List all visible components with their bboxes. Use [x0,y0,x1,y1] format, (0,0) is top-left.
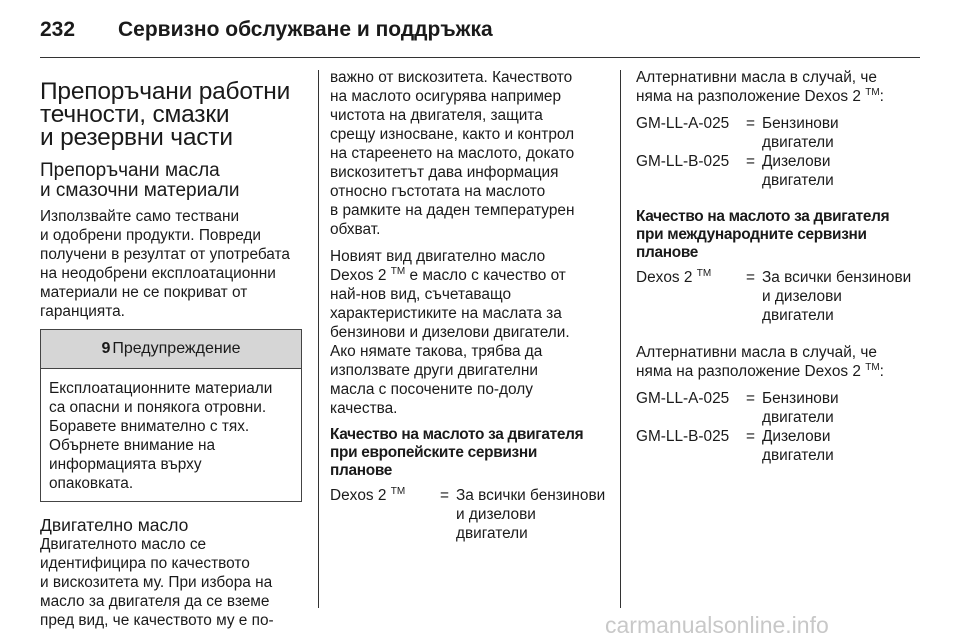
trademark-mark: TM [390,265,406,277]
column-divider-2 [620,70,621,608]
spec-value: Бензинови двигатели [762,390,839,426]
spec-row [636,427,920,465]
spec-key: Dexos 2 ™ [330,485,406,504]
warning-icon: 9 [101,340,111,357]
spec-equals: = [746,390,755,407]
warning-body: Експлоатационните материали са опасни и понякога отровни. Боравете внимателно с тях. Обърнете внимание на информацията върху опаковката. [49,380,273,492]
dexos-text-end: е масло с качество от най-нов вид, съчетаващо характеристиките на маслата за бензинови и дизелови двигатели. Ако нямате такова, трябва да използвате други двигателни масла с посочените по-долу качества. [330,267,570,417]
page-number: 232 [40,18,76,41]
section-heading: Препоръчани работни течности, смазки и резервни части [40,78,291,151]
column-3 [636,68,920,465]
spec-equals: = [746,428,755,445]
intro-paragraph: Използвайте само тествани и одобрени продукти. Повреди получени в резултат от употребата на неодобрени експлоатационни материали не се покриват от гаранцията. [40,208,290,320]
spec-value: Бензинови двигатели [762,115,839,151]
warning-box [40,329,302,502]
spec-value: Дизелови двигатели [762,153,834,189]
watermark: carmanualsonline.info [605,612,829,638]
trademark-mark: TM [865,86,880,98]
alternative-oils-paragraph: Алтернативни масла в случай, че няма на разположение Dexos 2 ™: [636,69,884,105]
warning-header [41,330,301,369]
spec-equals: = [746,153,755,170]
spec-row [330,486,606,543]
trademark-mark: TM [696,267,712,279]
engine-oil-paragraph: Двигателното масло се идентифицира по качеството и вискозитета му. При избора на масло за двигателя да се вземе пред вид, че качеството му е по- [40,536,274,629]
spec-equals: = [440,487,449,504]
spec-value: За всички бензинови и дизелови двигатели [456,487,606,542]
trademark-mark: TM [865,361,880,373]
spec-equals: = [746,115,755,132]
column-divider-1 [318,70,319,608]
trademark-mark: TM [390,485,406,497]
alternative-oils-paragraph: Алтернативни масла в случай, че няма на разположение Dexos 2 ™: [636,344,884,380]
dexos-paragraph [330,247,606,418]
spec-value: За всички бензинови и дизелови двигатели [762,269,912,324]
engine-oil-heading: Двигателно масло [40,515,189,535]
spec-equals: = [746,269,755,286]
viscosity-paragraph: важно от вискозитета. Качеството на маслото осигурява например чистота на двигателя, защита срещу износване, както и контрол на стареенето на маслото, докато вискозитетът дава информация относно гъстотата на маслото в рамките на даден температурен обхват. [330,69,575,238]
page-title: Сервизно обслужване и поддръжка [118,18,493,41]
column-2 [330,68,606,543]
dexos-text-start: Новият вид двигателно масло Dexos 2 [330,248,546,284]
spec-key: GM-LL-B-025 [636,428,730,445]
spec-value: Дизелови двигатели [762,428,834,464]
international-plans-heading: Качество на маслото за двигателя при международните сервизни планове [636,208,890,261]
column-1 [40,68,302,638]
spec-row [636,389,920,427]
spec-row [636,268,920,325]
spec-row [636,152,920,190]
spec-key: GM-LL-B-025 [636,153,730,170]
page-header [40,14,920,52]
spec-key: Dexos 2 ™ [636,267,712,286]
warning-title: Предупреждение [112,340,241,357]
european-plans-heading: Качество на маслото за двигателя при европейските сервизни планове [330,426,584,479]
spec-row [636,114,920,152]
spec-key: GM-LL-A-025 [636,115,730,132]
header-divider [40,57,920,58]
spec-key: GM-LL-A-025 [636,390,730,407]
subsection-heading: Препоръчани масла и смазочни материали [40,160,240,201]
